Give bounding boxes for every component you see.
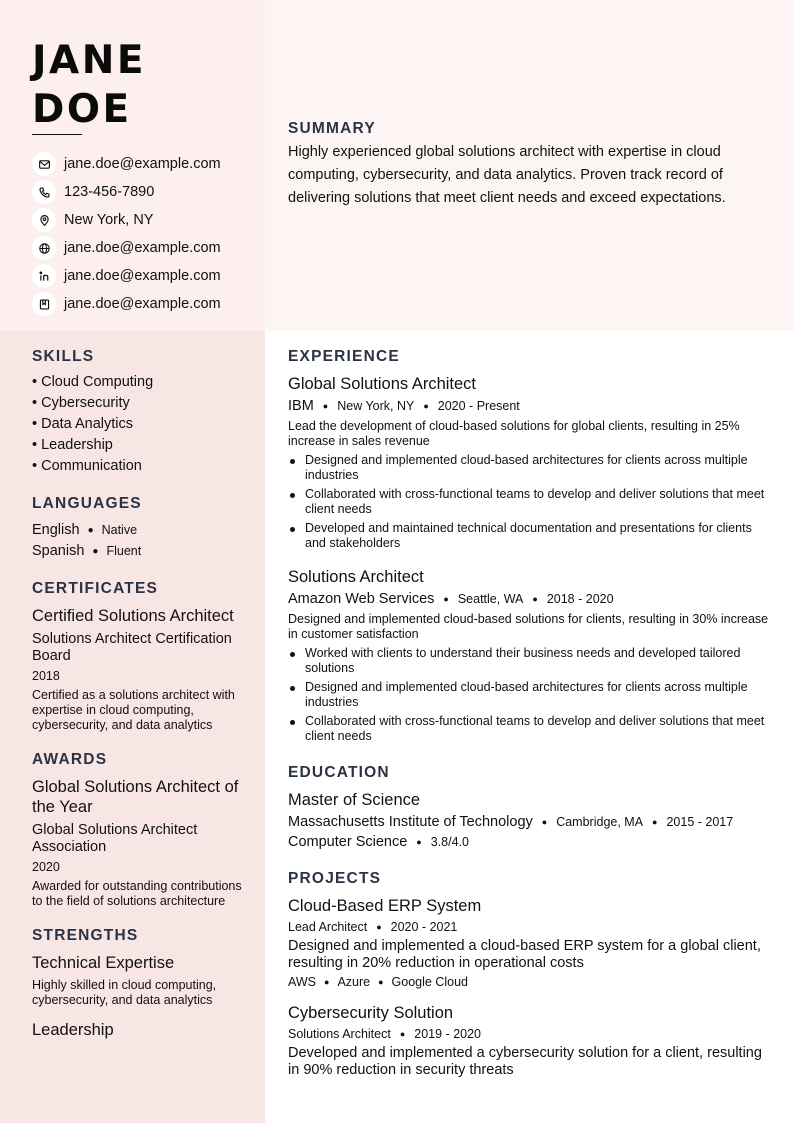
strength-title: Leadership bbox=[32, 1021, 114, 1039]
education-field-row bbox=[288, 834, 774, 850]
experience-section bbox=[288, 348, 774, 744]
job-company: IBM bbox=[288, 398, 314, 414]
separator-dot: ● bbox=[416, 837, 422, 847]
separator-dot: ● bbox=[541, 817, 548, 827]
candidate-name bbox=[32, 36, 146, 134]
projects-section bbox=[288, 870, 774, 1079]
project-meta bbox=[288, 920, 774, 934]
name-last: DOE bbox=[32, 87, 132, 132]
mail-icon bbox=[32, 152, 56, 176]
contact-website-text: jane.doe@example.com bbox=[64, 240, 221, 256]
job-bullets bbox=[288, 646, 774, 744]
separator-dot: ● bbox=[423, 401, 429, 411]
separator-dot: ● bbox=[92, 546, 99, 557]
main-content bbox=[288, 348, 774, 1091]
education-heading: EDUCATION bbox=[288, 764, 390, 781]
job-meta bbox=[288, 591, 774, 607]
contact-location bbox=[32, 206, 221, 234]
bookmark-icon bbox=[32, 292, 56, 316]
contact-website[interactable] bbox=[32, 234, 221, 262]
project-entry bbox=[288, 896, 774, 989]
summary-heading: SUMMARY bbox=[288, 120, 376, 137]
contact-email-text: jane.doe@example.com bbox=[64, 156, 221, 172]
job-bullet: Collaborated with cross-functional teams to develop and deliver solutions that meet client needs bbox=[288, 714, 774, 744]
education-dates: 2015 - 2017 bbox=[666, 815, 734, 829]
education-meta bbox=[288, 814, 774, 830]
project-description: Designed and implemented a cloud-based ERP system for a global client, resulting in 20% reduction in operational costs bbox=[288, 938, 761, 971]
separator-dot: ● bbox=[378, 977, 384, 987]
contact-email[interactable] bbox=[32, 150, 221, 178]
skill-item: • Cloud Computing bbox=[32, 374, 154, 390]
skills-heading: SKILLS bbox=[32, 348, 95, 365]
certificate-issuer: Solutions Architect Certification Board bbox=[32, 631, 232, 664]
skills-section bbox=[32, 348, 242, 477]
location-icon bbox=[32, 208, 56, 232]
awards-section bbox=[32, 751, 242, 909]
job-bullet: Developed and maintained technical documentation and presentations for clients and stakeholders bbox=[288, 521, 774, 551]
summary-section bbox=[288, 120, 768, 210]
separator-dot: ● bbox=[324, 977, 330, 987]
certificates-section bbox=[32, 580, 242, 733]
job-bullet: Worked with clients to understand their business needs and developed tailored solutions bbox=[288, 646, 774, 676]
project-tag: Azure bbox=[337, 975, 371, 989]
contact-linkedin-text: jane.doe@example.com bbox=[64, 268, 221, 284]
contact-location-text: New York, NY bbox=[64, 212, 154, 228]
project-role: Solutions Architect bbox=[288, 1027, 391, 1041]
contact-portfolio-text: jane.doe@example.com bbox=[64, 296, 221, 312]
skill-item: • Communication bbox=[32, 458, 142, 474]
job-title: Global Solutions Architect bbox=[288, 375, 477, 393]
name-divider bbox=[32, 134, 82, 135]
awards-heading: AWARDS bbox=[32, 751, 108, 768]
job-dates: 2018 - 2020 bbox=[546, 592, 614, 606]
education-field: Computer Science bbox=[288, 834, 408, 850]
project-role: Lead Architect bbox=[288, 920, 368, 934]
languages-section bbox=[32, 495, 242, 562]
job-meta bbox=[288, 398, 774, 414]
contact-phone[interactable] bbox=[32, 178, 221, 206]
contact-list bbox=[32, 150, 221, 318]
certificate-year: 2018 bbox=[32, 669, 60, 683]
name-first: JANE bbox=[32, 38, 146, 83]
project-tags bbox=[288, 975, 774, 989]
job-bullet: Designed and implemented cloud-based architectures for clients across multiple industries bbox=[288, 453, 774, 483]
phone-icon bbox=[32, 180, 56, 204]
separator-dot: ● bbox=[443, 594, 449, 604]
projects-heading: PROJECTS bbox=[288, 870, 382, 887]
strengths-heading: STRENGTHS bbox=[32, 927, 139, 944]
language-level: Native bbox=[101, 523, 138, 537]
skill-item: • Data Analytics bbox=[32, 416, 133, 432]
job-location: New York, NY bbox=[337, 399, 415, 413]
project-tag: AWS bbox=[288, 975, 317, 989]
contact-phone-text: 123-456-7890 bbox=[64, 184, 155, 200]
job-bullets bbox=[288, 453, 774, 551]
separator-dot: ● bbox=[322, 401, 329, 411]
award-year: 2020 bbox=[32, 860, 60, 874]
award-title: Global Solutions Architect of the Year bbox=[32, 778, 239, 816]
language-name: English bbox=[32, 522, 80, 538]
certificate-description: Certified as a solutions architect with expertise in cloud computing, cybersecurity, and data analytics bbox=[32, 688, 235, 732]
education-school: Massachusetts Institute of Technology bbox=[288, 814, 533, 830]
job-entry bbox=[288, 374, 774, 551]
strength-description: Highly skilled in cloud computing, cybersecurity, and data analytics bbox=[32, 978, 217, 1007]
language-item bbox=[32, 520, 242, 541]
skill-item: • Leadership bbox=[32, 437, 113, 453]
education-location: Cambridge, MA bbox=[556, 815, 644, 829]
experience-heading: EXPERIENCE bbox=[288, 348, 400, 365]
project-title: Cybersecurity Solution bbox=[288, 1004, 454, 1022]
job-description: Designed and implemented cloud-based solutions for clients, resulting in 30% increase in customer satisfaction bbox=[288, 612, 769, 641]
summary-text: Highly experienced global solutions architect with expertise in cloud computing, cybersecurity, and data analytics. Proven track record of delivering solutions that meet client needs and exceed expectations. bbox=[288, 144, 726, 206]
job-title: Solutions Architect bbox=[288, 568, 424, 586]
strength-title: Technical Expertise bbox=[32, 954, 175, 972]
separator-dot: ● bbox=[376, 922, 382, 932]
certificate-title: Certified Solutions Architect bbox=[32, 607, 234, 625]
project-dates: 2019 - 2020 bbox=[414, 1027, 482, 1041]
certificates-heading: CERTIFICATES bbox=[32, 580, 159, 597]
separator-dot: ● bbox=[87, 525, 94, 536]
project-title: Cloud-Based ERP System bbox=[288, 897, 482, 915]
language-name: Spanish bbox=[32, 543, 85, 559]
skills-list bbox=[32, 372, 242, 477]
education-degree: Master of Science bbox=[288, 791, 421, 809]
education-section bbox=[288, 764, 774, 850]
language-level: Fluent bbox=[106, 544, 142, 558]
project-description: Developed and implemented a cybersecurity solution for a client, resulting in 90% reduction in security threats bbox=[288, 1045, 762, 1078]
job-bullet: Collaborated with cross-functional teams to develop and deliver solutions that meet client needs bbox=[288, 487, 774, 517]
job-description: Lead the development of cloud-based solutions for global clients, resulting in 25% increase in sales revenue bbox=[288, 419, 740, 448]
project-dates: 2020 - 2021 bbox=[390, 920, 458, 934]
job-location: Seattle, WA bbox=[457, 592, 524, 606]
job-company: Amazon Web Services bbox=[288, 591, 435, 607]
project-entry bbox=[288, 1003, 774, 1079]
award-description: Awarded for outstanding contributions to the field of solutions architecture bbox=[32, 879, 242, 908]
linkedin-icon bbox=[32, 264, 56, 288]
contact-portfolio[interactable] bbox=[32, 290, 221, 318]
languages-heading: LANGUAGES bbox=[32, 495, 142, 512]
project-meta bbox=[288, 1027, 774, 1041]
job-dates: 2020 - Present bbox=[437, 399, 520, 413]
sidebar-content bbox=[32, 348, 242, 1052]
education-gpa: 3.8/4.0 bbox=[430, 835, 469, 849]
award-issuer: Global Solutions Architect Association bbox=[32, 822, 198, 855]
language-item bbox=[32, 541, 242, 562]
job-bullet: Designed and implemented cloud-based architectures for clients across multiple industries bbox=[288, 680, 774, 710]
skill-item: • Cybersecurity bbox=[32, 395, 130, 411]
separator-dot: ● bbox=[532, 594, 538, 604]
job-entry bbox=[288, 567, 774, 744]
separator-dot: ● bbox=[399, 1029, 406, 1039]
project-tag: Google Cloud bbox=[391, 975, 468, 989]
strengths-section bbox=[32, 927, 242, 1040]
globe-icon bbox=[32, 236, 56, 260]
contact-linkedin[interactable] bbox=[32, 262, 221, 290]
separator-dot: ● bbox=[652, 817, 658, 827]
